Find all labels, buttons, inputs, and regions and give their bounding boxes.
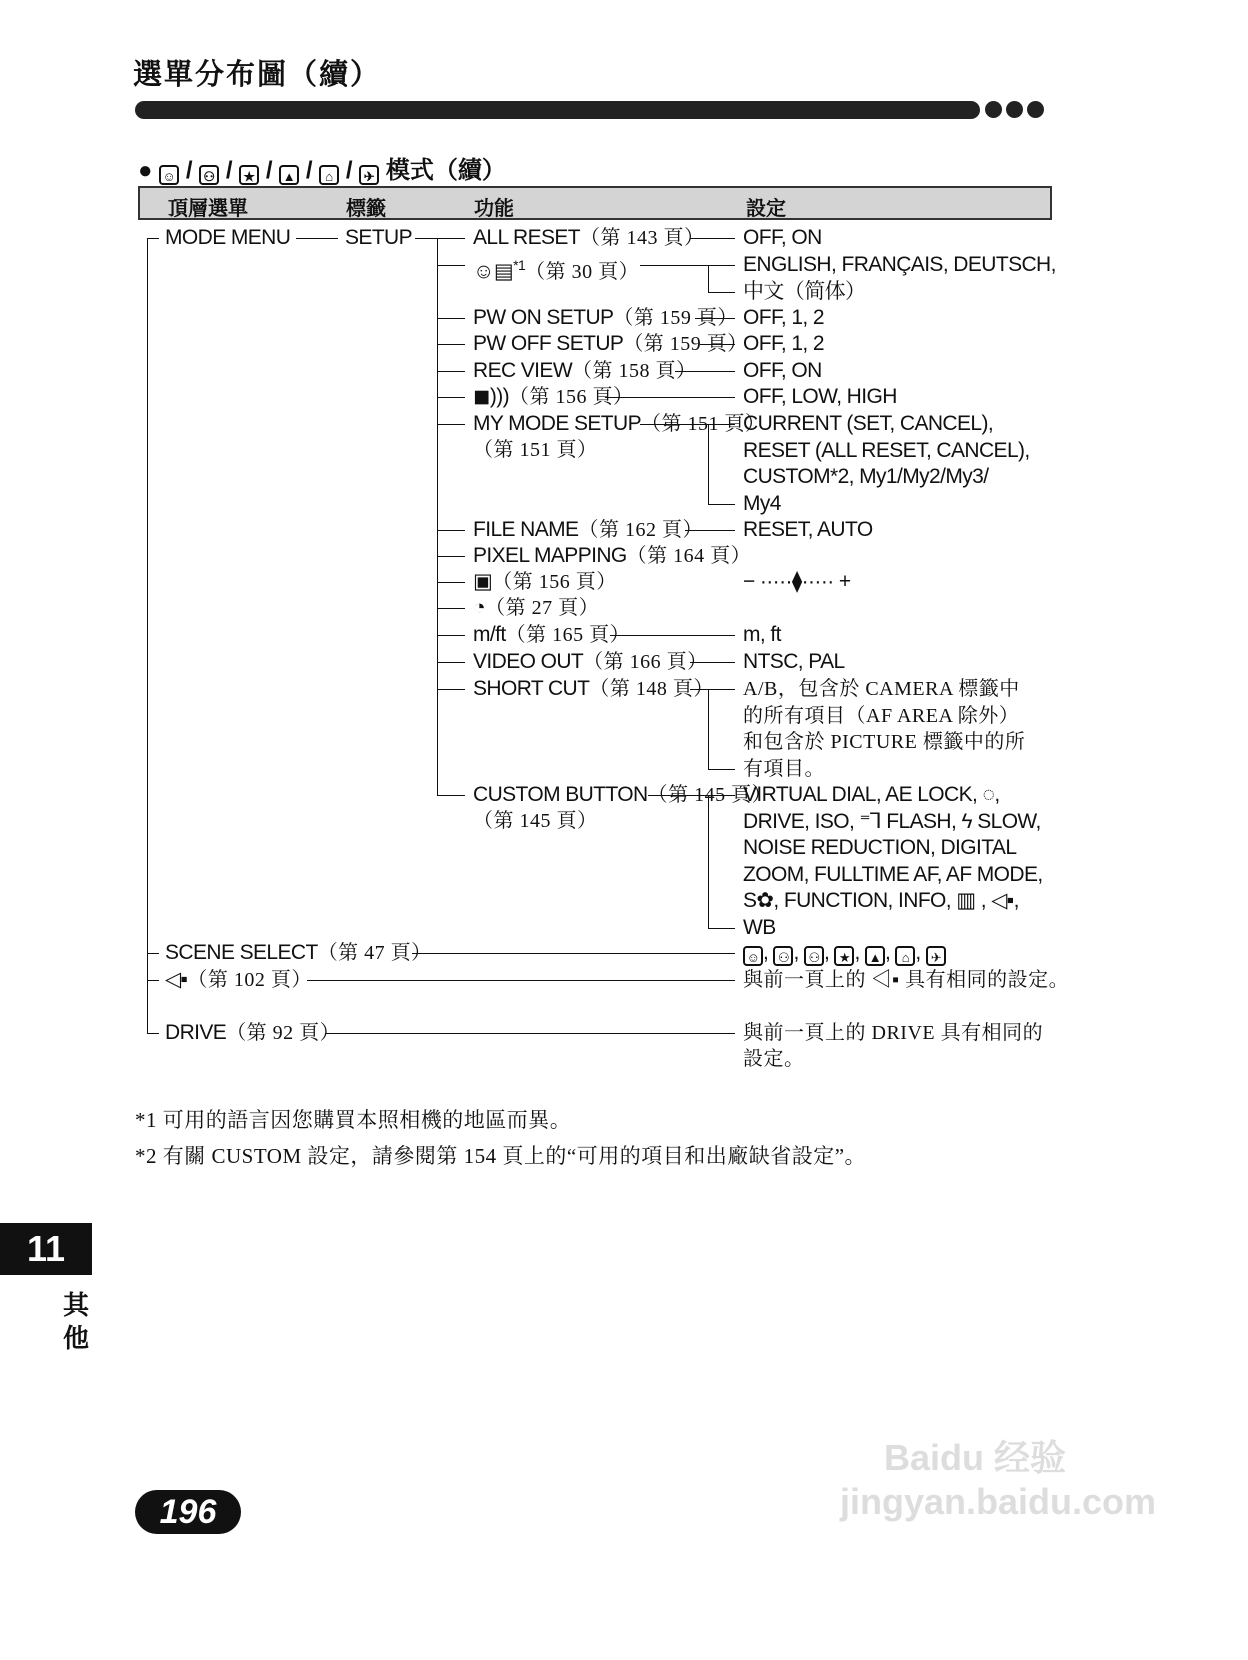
setting-value: 中文（简体）: [743, 279, 866, 303]
tree-line: [296, 238, 338, 239]
tree-line: [412, 953, 735, 954]
function-item: VIDEO OUT（第 166 頁）: [473, 650, 708, 673]
tree-line: [147, 238, 148, 1033]
tree-line: [147, 1033, 159, 1034]
function-page: （第 151 頁）: [473, 439, 598, 461]
chapter-label-2: 他: [63, 1323, 90, 1353]
tree-line: [415, 238, 437, 239]
footnote-2: *2 有關 CUSTOM 設定，請參閱第 154 頁上的“可用的項目和出廠缺省設定”。: [135, 1144, 867, 1168]
setting-value: NOISE REDUCTION, DIGITAL: [743, 836, 1017, 859]
title-rule: [135, 101, 980, 119]
tree-line: [675, 371, 735, 372]
function-item: CUSTOM BUTTON（第 145 頁）: [473, 783, 773, 806]
setting-value: OFF, 1, 2: [743, 306, 824, 329]
setting-value: S✿, FUNCTION, INFO, ▥ , ◁▪,: [743, 889, 1019, 912]
tree-line: [437, 662, 465, 663]
function-item: PW ON SETUP（第 159 頁）: [473, 306, 738, 329]
function-item: ◔（第 27 頁）: [473, 596, 600, 619]
tree-line: [437, 397, 465, 398]
setting-value: WB: [743, 915, 776, 939]
tree-line: [708, 424, 735, 425]
tree-line: [708, 689, 735, 690]
page-number: 196: [135, 1490, 241, 1534]
setting-value: RESET (ALL RESET, CANCEL),: [743, 438, 1030, 462]
tree-line: [708, 928, 735, 929]
tree-line: [147, 238, 159, 239]
tree-line: [437, 238, 438, 795]
setting-value: 有項目。: [743, 757, 825, 780]
tree-line: [437, 608, 465, 609]
drive-setting: 與前一頁上的 DRIVE 具有相同的: [743, 1022, 1044, 1044]
top-scene-select: SCENE SELECT（第 47 頁）: [165, 941, 432, 964]
clock-icon: ◔: [473, 596, 486, 619]
tree-line: [437, 318, 465, 319]
tree-line: [437, 265, 465, 266]
setting-value: CUSTOM*2, My1/My2/My3/: [743, 465, 989, 488]
tag-setup: SETUP: [345, 226, 413, 249]
tree-line: [437, 795, 465, 796]
function-item: PW OFF SETUP（第 159 頁）: [473, 332, 748, 355]
tree-line: [437, 424, 465, 425]
function-item: ◼)))（第 156 頁）: [473, 385, 634, 408]
sport-icon: ✈: [359, 165, 379, 185]
landscape-portrait-icon: ⌂: [319, 165, 339, 185]
tree-line: [437, 556, 465, 557]
quality-setting: 與前一頁上的 ◁▪ 具有相同的設定。: [743, 969, 1070, 991]
landscape-icon: ▲: [279, 165, 299, 185]
tree-line: [437, 635, 465, 636]
function-page: （第 145 頁）: [473, 810, 598, 832]
setting-value: DRIVE, ISO, ⁼⅂ FLASH, ϟ SLOW,: [743, 809, 1041, 833]
night-scene-icon: ★: [239, 165, 259, 185]
tree-line: [690, 662, 735, 663]
footnote-1: *1 可用的語言因您購買本照相機的地區而異。: [135, 1108, 572, 1132]
title-dots: [985, 101, 1044, 123]
function-item: MY MODE SETUP（第 151 頁）: [473, 412, 766, 435]
function-item: PIXEL MAPPING（第 164 頁）: [473, 544, 752, 567]
tree-line: [708, 424, 709, 504]
lang-icon: ☺▤: [473, 260, 514, 283]
chapter-label-1: 其: [63, 1290, 90, 1320]
modes-label: 模式（續）: [385, 157, 506, 184]
tree-line: [147, 953, 159, 954]
tree-line: [307, 980, 735, 981]
setting-value: My4: [743, 491, 781, 515]
setting-value: ZOOM, FULLTIME AF, AF MODE,: [743, 862, 1043, 886]
tree-line: [437, 530, 465, 531]
tree-line: [640, 265, 708, 266]
setting-value: NTSC, PAL: [743, 650, 845, 673]
setting-value: − ·····⧫····· +: [743, 570, 851, 593]
setting-value: RESET, AUTO: [743, 518, 873, 541]
tree-line: [695, 318, 735, 319]
setting-value: OFF, ON: [743, 226, 822, 249]
setting-value: VIRTUAL DIAL, AE LOCK, ◌,: [743, 783, 1000, 806]
tree-line: [708, 292, 735, 293]
scene-setting: ☺ , ⚇ , ⚇ , ★ , ▲ , ⌂ , ✈: [743, 941, 946, 966]
tree-line: [690, 689, 708, 690]
bullet-icon: ●: [138, 157, 153, 184]
top-image-quality: ◁▪（第 102 頁）: [165, 968, 312, 991]
function-item: ALL RESET（第 143 頁）: [473, 226, 705, 249]
setting-value: m, ft: [743, 623, 781, 646]
tree-line: [437, 238, 465, 239]
col-top-menu: 頂層選單: [168, 198, 248, 220]
setting-value: OFF, 1, 2: [743, 332, 824, 355]
drive-setting-2: 設定。: [743, 1048, 805, 1070]
watermark: Baidu 经验 jingyan.baidu.com: [840, 1437, 1157, 1522]
chapter-tab: 11: [0, 1223, 92, 1275]
image-quality-icon: ◁▪: [165, 968, 188, 991]
setting-value: 的所有項目（AF AREA 除外）: [743, 704, 1020, 727]
tree-line: [437, 344, 465, 345]
setting-value: 和包含於 PICTURE 標籤中的所: [743, 731, 1026, 753]
setting-value: ENGLISH, FRANÇAIS, DEUTSCH,: [743, 253, 1056, 276]
tree-line: [648, 795, 708, 796]
tree-line: [708, 769, 735, 770]
tree-line: [610, 635, 735, 636]
tree-line: [325, 1033, 735, 1034]
setting-value: A/B，包含於 CAMERA 標籤中: [743, 678, 1020, 700]
top-drive: DRIVE（第 92 頁）: [165, 1021, 341, 1044]
tree-line: [437, 371, 465, 372]
tree-line: [147, 980, 159, 981]
function-item: ☺▤$^{*1}$（第 30 頁）: [473, 257, 640, 283]
tree-line: [700, 344, 735, 345]
function-item: ▣（第 156 頁）: [473, 570, 617, 593]
sound-icon: ◼))): [473, 385, 510, 408]
group-portrait-icon: ⚇: [199, 165, 219, 185]
tree-line: [708, 504, 735, 505]
setting-value: OFF, ON: [743, 359, 822, 382]
tree-line: [708, 689, 709, 769]
function-item: REC VIEW（第 158 頁）: [473, 359, 697, 382]
page-title: 選單分布圖（續）: [133, 59, 382, 91]
function-item: SHORT CUT（第 148 頁）: [473, 677, 714, 700]
col-tag: 標籤: [346, 198, 386, 220]
monitor-brightness-icon: ▣: [473, 570, 493, 593]
tree-line: [708, 265, 735, 266]
portrait-icon: ☺: [159, 165, 179, 185]
tree-line: [437, 582, 465, 583]
tree-line: [685, 530, 735, 531]
table-header: [138, 186, 1052, 220]
setting-value: CURRENT (SET, CANCEL),: [743, 412, 994, 435]
function-item: FILE NAME（第 162 頁）: [473, 518, 703, 541]
tree-line: [708, 795, 709, 928]
tree-line: [437, 689, 465, 690]
tree-line: [708, 265, 709, 292]
top-mode-menu: MODE MENU: [165, 226, 291, 249]
section-heading: ● ☺ / ⚇ / ★ / ▲ / ⌂ / ✈ 模式（續）: [138, 157, 506, 184]
setting-value: OFF, LOW, HIGH: [743, 385, 897, 408]
function-item: m/ft（第 165 頁）: [473, 623, 631, 646]
tree-line: [708, 795, 735, 796]
col-function: 功能: [474, 198, 514, 220]
col-setting: 設定: [746, 198, 786, 220]
tree-line: [690, 238, 735, 239]
tree-line: [640, 424, 708, 425]
tree-line: [605, 397, 735, 398]
